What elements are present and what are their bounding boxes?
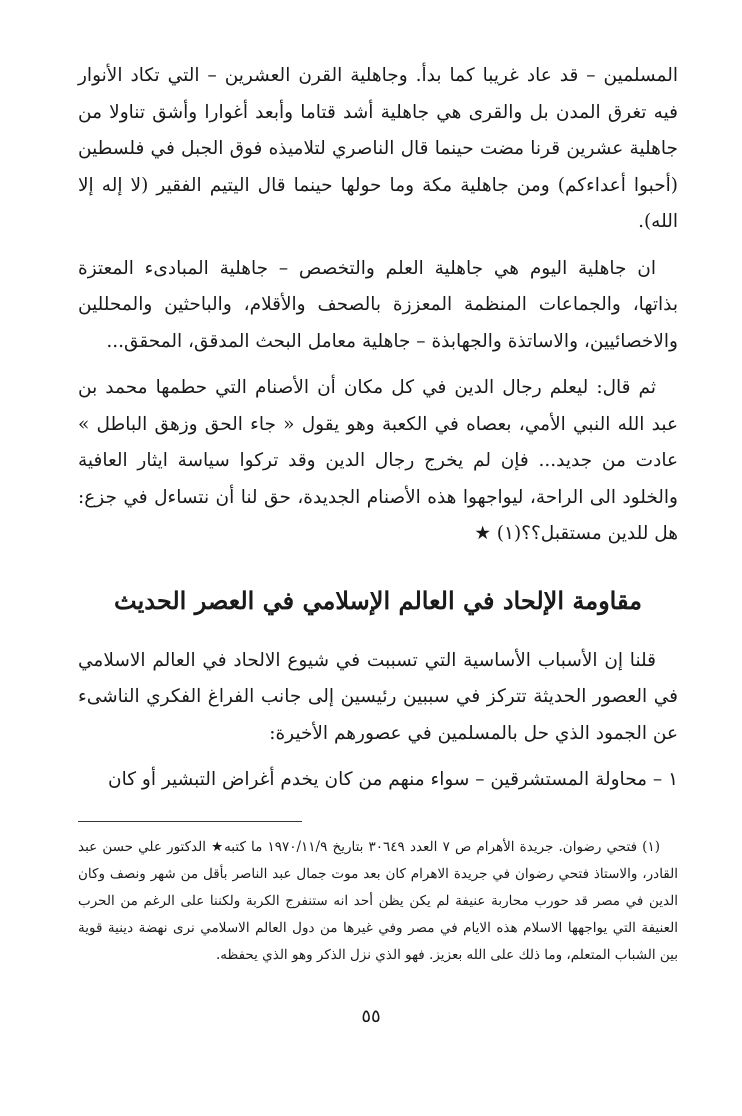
page-number: ٥٥ <box>361 1006 381 1027</box>
paragraph-4: قلنا إن الأسباب الأساسية التي تسببت في شيوع الالحاد في العالم الاسلامي في العصور الحديثة تتركز في سببين رئيسين إلى جانب الفراغ الفكري الناشىء عن الجمود الذي حل بالمسلمين في عصورهم الأخيرة: <box>78 649 678 744</box>
paragraph-1: المسلمين – قد عاد غريبا كما بدأ. وجاهلية القرن العشرين – التي تكاد الأنوار فيه تغرق المدن بل والقرى هي جاهلية أشد قتاما وأبعد أغوارا وأشق تناولا من جاهلية عشرين قرنا مضت حينما قال الناصري لتلاميذه فوق الجبل في فلسطين (أحبوا أعداءكم) ومن جاهلية مكة وما حولها حينما قال اليتيم الفقير (لا إله إلا الله). <box>78 65 678 232</box>
paragraph-2: ان جاهلية اليوم هي جاهلية العلم والتخصص – جاهلية المبادىء المعتزة بذاتها، والجماعات المنظمة المعززة بالصحف والأقلام، والباحثين والمحللين والاخصائيين، والاساتذة والجهابذة – جاهلية معامل البحث المدقق، المحقق... <box>78 257 678 352</box>
section-heading: مقاومة الإلحاد في العالم الإسلامي في العصر الحديث <box>114 585 642 615</box>
paragraph-5: ١ – محاولة المستشرقين – سواء منهم من كان يخدم أغراض التبشير أو كان <box>107 769 678 790</box>
footnote-divider <box>78 821 302 822</box>
page-content <box>78 58 678 969</box>
footnote: (١) فتحي رضوان. جريدة الأهرام ص ٧ العدد ٣٠٦٤٩ بتاريخ ١٩٧٠/١١/٩ ما كتبه★ الدكتور علي حسن عبد القادر، والاستاذ فتحي رضوان في جريدة الاهرام كان بعد موت جمال عبد الناصر بأقل من شهر ونصف وكان الدين في مصر قد حورب محاربة عنيفة لم يكن يظن أحد انه ستنفرج الكربة ولكننا على الرغم من الحرب العنيفة التي يواجهها الاسلام هذه الايام في مصر وفي غيرها من دول العالم الاسلامي نرى نهضة دينية قوية بين الشباب المتعلم، وما ذلك على الله بعزيز. فهو الذي نزل الذكر وهو الذي يحفظه. <box>78 838 678 963</box>
paragraph-3: ثم قال: ليعلم رجال الدين في كل مكان أن الأصنام التي حطمها محمد بن عبد الله النبي الأمي، بعصاه في الكعبة وهو يقول « جاء الحق وزهق الباطل » عادت من جديد... فإن لم يخرج رجال الدين وقد تركوا سياسة ايثار العافية والخلود الى الراحة، ليواجهوا هذه الأصنام الجديدة، حق لنا أن نتساءل في جزع: هل للدين مستقبل؟؟(١) ★ <box>78 377 678 544</box>
